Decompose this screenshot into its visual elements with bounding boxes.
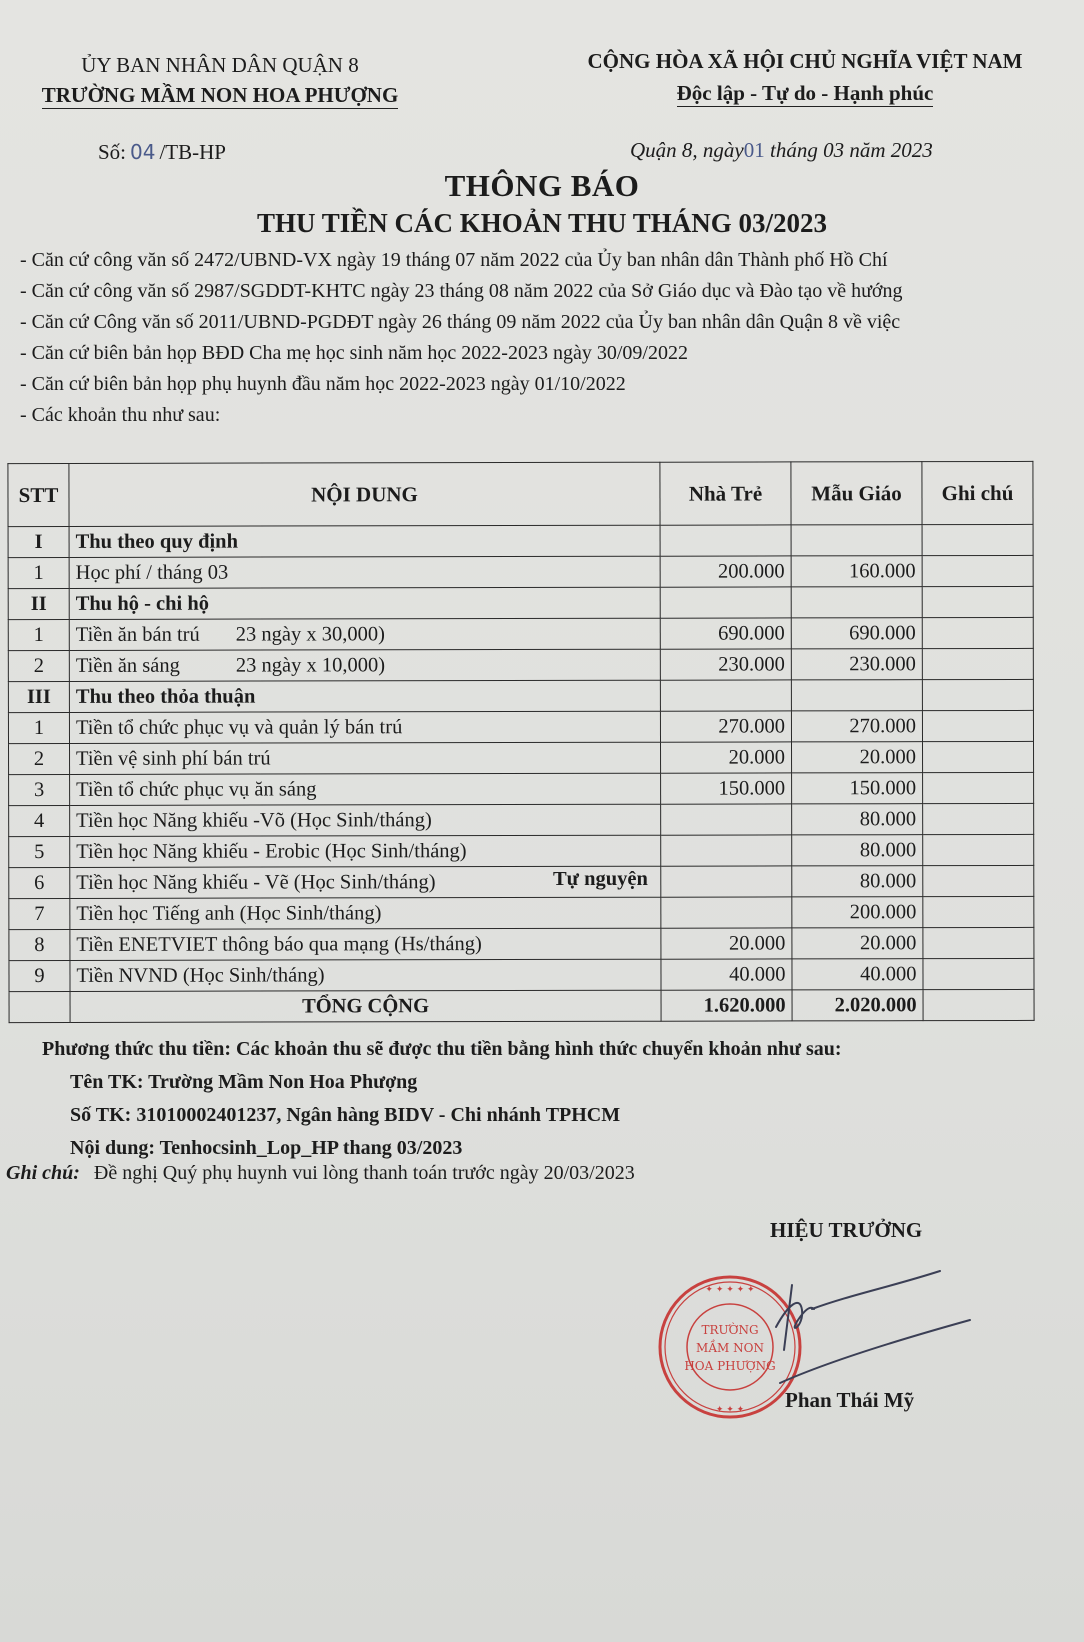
row-content [69,649,660,681]
row-content [69,618,660,650]
row-stt: II [8,588,69,619]
row-mau-giao: 20.000 [792,928,923,959]
row-stt: 1 [8,557,69,588]
row-content [70,928,661,960]
row-content-text: Thu theo thỏa thuận [75,685,256,708]
row-content-text: Tiền tổ chức phục vụ ăn sáng [76,777,317,801]
ref-number: 04 [130,140,156,164]
row-mau-giao: 150.000 [792,773,923,804]
row-mau-giao [791,680,922,711]
section-row [8,586,1033,619]
row-stt: 4 [9,805,70,836]
row-content [69,525,660,557]
row-content-text: Thu hộ - chi hộ [75,592,210,615]
row-note [922,555,1033,586]
row-content-detail: 23 ngày x 30,000) [235,622,385,646]
transfer-content: Nội dung: Tenhocsinh_Lop_HP thang 03/2023 [70,1137,463,1159]
account-name: Tên TK: Trường Mầm Non Hoa Phượng [70,1071,418,1093]
stamp-line: TRƯỜNG [701,1323,759,1337]
row-stt: I [8,526,69,557]
row-stt: 3 [9,774,70,805]
row-nha-tre: 40.000 [661,959,792,990]
table-row [9,896,1034,929]
row-stt: 6 [9,867,70,898]
col-mau-giao: Mẫu Giáo [791,462,922,525]
row-note [922,648,1033,679]
row-content-text: Tiền học Năng khiếu - Erobic (Học Sinh/tháng) [76,839,467,863]
row-stt: III [8,681,69,712]
row-stt: 1 [8,712,69,743]
row-content [70,804,661,836]
row-content [70,835,661,867]
row-content-text: Tiền ăn sáng [75,654,180,677]
row-nha-tre: 20.000 [661,742,792,773]
row-mau-giao [791,587,922,618]
table-row [8,648,1033,681]
signer-name: Phan Thái Mỹ [785,1388,915,1412]
svg-text:✦ ✦ ✦ ✦ ✦: ✦ ✦ ✦ ✦ ✦ [705,1285,755,1295]
row-note [923,741,1034,772]
row-mau-giao: 80.000 [792,835,923,866]
row-mau-giao: 230.000 [791,649,922,680]
footnote-label: Ghi chú: [6,1162,80,1184]
row-mau-giao: 80.000 [792,866,923,897]
table-row [8,710,1033,743]
payment-method [42,1033,842,1165]
basis-item: - Căn cứ công văn số 2472/UBND-VX ngày 19 tháng 07 năm 2022 của Ủy ban nhân dân Thành phố Hồ Chí [20,249,888,271]
row-nha-tre: 20.000 [661,928,792,959]
row-nha-tre: 150.000 [661,773,792,804]
table-row [9,741,1034,774]
row-note [923,772,1034,803]
row-content-text: Tiền tổ chức phục vụ và quản lý bán trú [75,715,403,739]
table-row [9,834,1034,867]
row-note [923,803,1034,834]
basis-item: - Căn cứ biên bản họp phụ huynh đầu năm học 2022-2023 ngày 01/10/2022 [20,373,626,395]
row-content-text: Tiền ăn bán trú [75,623,200,646]
footnote-text: Đề nghị Quý phụ huynh vui lòng thanh toán trước ngày 20/03/2023 [93,1162,635,1184]
row-nha-tre [660,587,791,618]
table-row [9,772,1034,805]
row-mau-giao: 160.000 [791,556,922,587]
row-note [923,927,1034,958]
table-row [9,865,1034,898]
total-nha-tre: 1.620.000 [661,990,792,1021]
row-stt: 9 [9,960,70,991]
legal-basis-list [20,245,903,431]
row-content-text: Tiền học Năng khiếu - Vẽ (Học Sinh/tháng) [76,870,436,894]
col-content: NỘI DUNG [69,462,660,526]
issuer-school: TRƯỜNG MẦM NON HOA PHƯỢNG [41,83,399,107]
row-mau-giao: 40.000 [792,959,923,990]
row-note [922,710,1033,741]
row-note [922,524,1033,555]
table-row [8,555,1033,588]
row-content [69,587,660,619]
payment-heading: Phương thức thu tiền: Các khoản thu sẽ được thu tiền bằng hình thức chuyển khoản như sau: [42,1038,842,1060]
voluntary-label: Tự nguyện [553,868,648,890]
col-note: Ghi chú [922,461,1033,524]
row-stt: 2 [9,743,70,774]
row-content [70,742,661,774]
row-stt: 5 [9,836,70,867]
row-mau-giao: 270.000 [791,711,922,742]
row-note [922,617,1033,648]
row-content [70,897,661,929]
row-mau-giao: 200.000 [792,897,923,928]
row-mau-giao [791,525,922,556]
table-row [9,803,1034,836]
basis-item: - Căn cứ Công văn số 2011/UBND-PGDĐT ngày 26 tháng 09 năm 2022 của Ủy ban nhân dân Quận 8 về việc [20,311,901,333]
ref-suffix: /TB-HP [159,140,226,164]
section-row [8,524,1033,557]
row-stt: 7 [9,898,70,929]
stamp-line: MẦM NON [696,1341,764,1355]
row-nha-tre [660,680,791,711]
row-content-text: Tiền vệ sinh phí bán trú [76,747,271,770]
basis-item: - Căn cứ biên bản họp BĐD Cha mẹ học sinh năm học 2022-2023 ngày 30/09/2022 [20,342,688,364]
row-content-text: Tiền học Tiếng anh (Học Sinh/tháng) [76,901,382,925]
row-nha-tre [661,804,792,835]
basis-item: - Căn cứ công văn số 2987/SGDDT-KHTC ngày 23 tháng 08 năm 2022 của Sở Giáo dục và Đào tạo về hướng [20,280,903,302]
total-label: TỔNG CỘNG [70,990,661,1022]
ref-label: Số: [98,140,127,164]
document-date: Quận 8, ngày01 tháng 03 năm 2023 [630,138,933,162]
row-note [923,896,1034,927]
row-nha-tre: 270.000 [660,711,791,742]
row-content [69,556,660,588]
row-stt: 2 [8,650,69,681]
document-number [98,140,226,165]
total-mau-giao: 2.020.000 [792,990,923,1021]
footnote [6,1162,635,1185]
row-content [70,773,661,805]
row-nha-tre [661,835,792,866]
col-stt: STT [8,463,69,526]
row-content-text: Tiền NVND (Học Sinh/tháng) [76,963,325,987]
row-note [922,586,1033,617]
row-nha-tre: 230.000 [660,649,791,680]
total-row [9,989,1034,1022]
national-motto-block [555,45,1055,109]
row-mau-giao: 20.000 [792,742,923,773]
row-content-detail: 23 ngày x 10,000) [235,653,386,677]
fee-table [7,461,1034,1023]
table-row [9,927,1034,960]
basis-item: - Các khoản thu như sau: [20,404,221,426]
row-note [923,958,1034,989]
row-content [69,711,660,743]
row-note [923,865,1034,896]
section-row [8,679,1033,712]
row-nha-tre: 200.000 [660,556,791,587]
row-stt: 1 [8,619,69,650]
row-nha-tre: 690.000 [660,618,791,649]
row-content [69,680,660,712]
document-title: THÔNG BÁO [444,168,640,203]
motto: Độc lập - Tự do - Hạnh phúc [676,81,934,105]
handwritten-signature-icon [740,1265,1000,1395]
table-header-row [8,461,1033,526]
row-content-text: Tiền học Năng khiếu -Võ (Học Sinh/tháng) [76,808,432,832]
table-row [8,617,1033,650]
row-stt: 8 [9,929,70,960]
country-name: CỘNG HÒA XÃ HỘI CHỦ NGHĨA VIỆT NAM [587,49,1023,73]
row-note [923,834,1034,865]
signer-title: HIỆU TRƯỞNG [770,1218,923,1242]
row-content-text: Tiền ENETVIET thông báo qua mạng (Hs/tháng) [76,932,482,956]
row-content-text: Học phí / tháng 03 [75,561,229,584]
row-note [922,679,1033,710]
row-mau-giao: 690.000 [791,618,922,649]
document-subtitle: THU TIỀN CÁC KHOẢN THU THÁNG 03/2023 [256,208,828,238]
row-nha-tre [660,525,791,556]
row-nha-tre [661,866,792,897]
col-nha-tre: Nhà Trẻ [660,462,791,525]
issuer-block [30,50,410,110]
row-content [70,959,661,991]
account-number: Số TK: 31010002401237, Ngân hàng BIDV - Chi nhánh TPHCM [70,1104,621,1126]
row-content-text: Thu theo quy định [75,530,238,553]
issuer-authority: ỦY BAN NHÂN DÂN QUẬN 8 [81,53,359,77]
table-row [9,958,1034,991]
row-nha-tre [661,897,792,928]
stamp-line: HOA PHƯỢNG [684,1359,776,1373]
row-mau-giao: 80.000 [792,804,923,835]
svg-text:✦ ✦ ✦: ✦ ✦ ✦ [715,1405,745,1415]
